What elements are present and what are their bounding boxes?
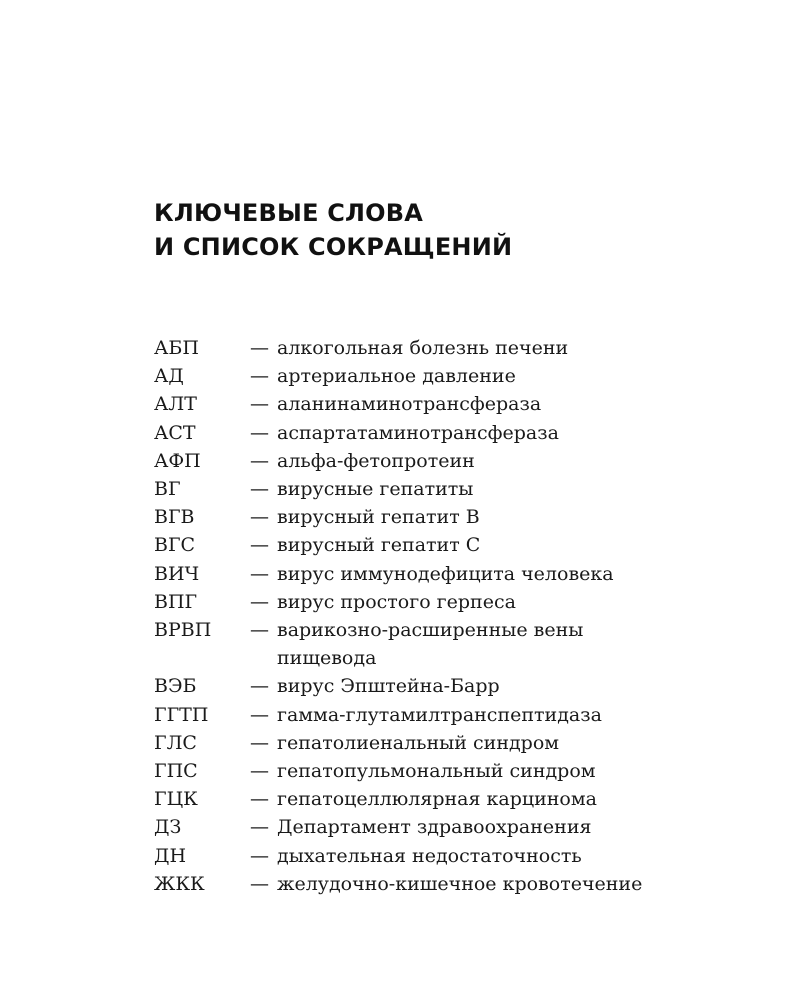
abbreviation-row <box>154 672 714 700</box>
em-dash: — <box>250 534 269 557</box>
abbreviation-definition: вирусный гепатит В <box>277 506 480 529</box>
abbreviation-definition: варикозно-расширенные вены пищевода <box>277 619 584 670</box>
abbreviation-term: ВГВ <box>154 506 195 529</box>
abbreviation-list <box>154 334 714 898</box>
abbreviation-definition: гамма-глутамилтранспептидаза <box>277 703 602 726</box>
abbreviation-term: АЛТ <box>154 393 197 416</box>
abbreviation-definition: Департамент здравоохранения <box>277 816 592 839</box>
abbreviation-definition: вирусный гепатит С <box>277 534 481 557</box>
em-dash: — <box>250 421 269 444</box>
abbreviation-row <box>154 588 714 616</box>
em-dash: — <box>250 590 269 613</box>
abbreviation-row <box>154 785 714 813</box>
em-dash: — <box>250 872 269 895</box>
abbreviation-term: ЖКК <box>154 872 205 895</box>
abbreviation-row <box>154 729 714 757</box>
abbreviation-row <box>154 334 714 362</box>
abbreviation-definition: вирус простого герпеса <box>277 590 516 613</box>
abbreviation-term: ВГС <box>154 534 196 557</box>
abbreviation-definition: аспартатаминотрансфераза <box>277 421 559 444</box>
abbreviation-row <box>154 362 714 390</box>
abbreviation-term: ГЛС <box>154 731 197 754</box>
abbreviation-term: ВЭБ <box>154 675 197 698</box>
abbreviation-row <box>154 701 714 729</box>
page-title-line-2: И СПИСОК СОКРАЩЕНИЙ <box>154 233 513 261</box>
abbreviation-definition: вирус Эпштейна-Барр <box>277 675 500 698</box>
em-dash: — <box>250 675 269 698</box>
em-dash: — <box>250 760 269 783</box>
em-dash: — <box>250 731 269 754</box>
abbreviation-term: ГПС <box>154 760 198 783</box>
abbreviation-row <box>154 616 714 672</box>
abbreviation-row <box>154 757 714 785</box>
abbreviation-definition: алкогольная болезнь печени <box>277 337 569 359</box>
abbreviation-row <box>154 475 714 503</box>
em-dash: — <box>250 478 269 501</box>
abbreviation-term: ГЦК <box>154 788 198 811</box>
abbreviation-definition: гепатолиенальный синдром <box>277 731 560 754</box>
abbreviation-row <box>154 560 714 588</box>
abbreviation-row <box>154 419 714 447</box>
abbreviation-row <box>154 390 714 418</box>
abbreviation-term: ГГТП <box>154 703 209 726</box>
abbreviation-definition: дыхательная недостаточность <box>277 844 582 867</box>
page-title-line-1: КЛЮЧЕВЫЕ СЛОВА <box>154 199 424 227</box>
abbreviation-term: АД <box>154 365 184 388</box>
abbreviation-definition: вирусные гепатиты <box>277 478 474 501</box>
abbreviation-definition: желудочно-кишечное кровотечение <box>277 872 643 895</box>
em-dash: — <box>250 506 269 529</box>
abbreviation-row <box>154 447 714 475</box>
em-dash: — <box>250 449 269 472</box>
abbreviation-row <box>154 813 714 841</box>
abbreviation-term: ВПГ <box>154 590 198 613</box>
abbreviation-term: АФП <box>154 449 201 472</box>
abbreviation-term: ВГ <box>154 478 181 501</box>
em-dash: — <box>250 703 269 726</box>
abbreviation-term: ВИЧ <box>154 562 200 585</box>
em-dash: — <box>250 337 269 359</box>
em-dash: — <box>250 365 269 388</box>
abbreviation-definition: вирус иммунодефицита человека <box>277 562 614 585</box>
abbreviation-definition: аланинаминотрансфераза <box>277 393 542 416</box>
abbreviation-definition: гепатоцеллюлярная карцинома <box>277 788 597 811</box>
abbreviation-definition: гепатопульмональный синдром <box>277 760 596 783</box>
abbreviation-term: АБП <box>154 337 199 359</box>
abbreviation-row <box>154 870 714 898</box>
abbreviation-row <box>154 531 714 559</box>
em-dash: — <box>250 844 269 867</box>
em-dash: — <box>250 619 269 642</box>
em-dash: — <box>250 393 269 416</box>
em-dash: — <box>250 562 269 585</box>
abbreviation-term: ДН <box>154 844 187 867</box>
abbreviation-term: ВРВП <box>154 619 212 642</box>
abbreviation-row <box>154 503 714 531</box>
abbreviation-definition: альфа-фетопротеин <box>277 449 475 472</box>
abbreviation-term: ДЗ <box>154 816 182 839</box>
abbreviation-row <box>154 842 714 870</box>
em-dash: — <box>250 816 269 839</box>
abbreviation-term: АСТ <box>154 421 196 444</box>
em-dash: — <box>250 788 269 811</box>
page-title <box>154 196 512 264</box>
abbreviation-definition: артериальное давление <box>277 365 516 388</box>
